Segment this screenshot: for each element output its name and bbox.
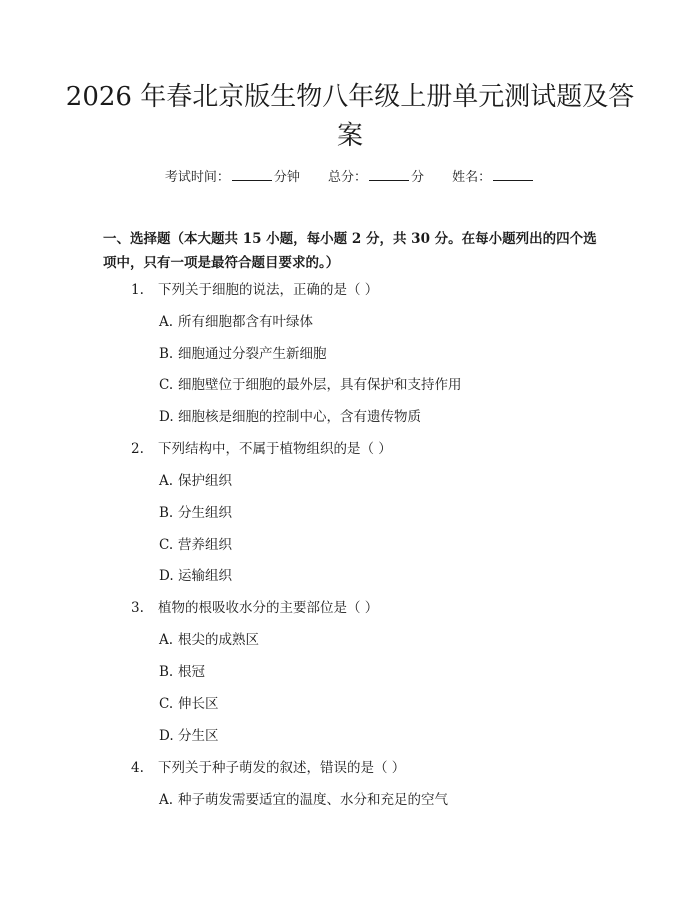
total-score-label: 总分： bbox=[327, 170, 367, 185]
option-text: 细胞壁位于细胞的最外层，具有保护和支持作用 bbox=[178, 377, 462, 393]
option-text: 所有细胞都含有叶绿体 bbox=[178, 314, 313, 330]
option-text: 细胞核是细胞的控制中心，含有遗传物质 bbox=[178, 409, 421, 425]
question-text: 下列结构中，不属于植物组织的是（ ） bbox=[158, 441, 392, 457]
option-1a bbox=[159, 312, 313, 332]
question-3 bbox=[131, 598, 378, 618]
option-letter: B. bbox=[159, 346, 174, 362]
option-letter: A. bbox=[159, 632, 174, 648]
page-title: 2026 年春北京版生物八年级上册单元测试题及答案 bbox=[65, 82, 635, 151]
option-text: 种子萌发需要适宜的温度、水分和充足的空气 bbox=[178, 792, 448, 808]
option-2a bbox=[159, 471, 232, 491]
option-1d bbox=[159, 407, 421, 427]
option-text: 伸长区 bbox=[178, 696, 219, 712]
option-letter: B. bbox=[159, 664, 174, 680]
question-number: 2. bbox=[131, 441, 144, 457]
option-1b bbox=[159, 344, 327, 364]
exam-time-unit: 分钟 bbox=[273, 170, 300, 185]
option-3a bbox=[159, 630, 259, 650]
option-text: 根尖的成熟区 bbox=[178, 632, 259, 648]
option-2b bbox=[159, 503, 232, 523]
option-text: 根冠 bbox=[178, 664, 205, 680]
option-2c bbox=[159, 535, 232, 555]
total-score-unit: 分 bbox=[411, 170, 425, 185]
option-text: 分生组织 bbox=[178, 505, 232, 521]
student-name-blank bbox=[493, 168, 533, 181]
option-text: 细胞通过分裂产生新细胞 bbox=[178, 346, 327, 362]
option-text: 运输组织 bbox=[178, 568, 232, 584]
question-text: 植物的根吸收水分的主要部位是（ ） bbox=[158, 600, 379, 616]
option-3c bbox=[159, 694, 219, 714]
option-3b bbox=[159, 662, 205, 682]
exam-time-label: 考试时间： bbox=[164, 170, 230, 185]
question-text: 下列关于种子萌发的叙述，错误的是（ ） bbox=[158, 760, 406, 776]
total-score-field bbox=[328, 170, 428, 185]
option-letter: A. bbox=[159, 792, 174, 808]
option-letter: A. bbox=[159, 473, 174, 489]
option-letter: D. bbox=[159, 728, 174, 744]
question-text: 下列关于细胞的说法，正确的是（ ） bbox=[158, 282, 379, 298]
option-letter: B. bbox=[159, 505, 174, 521]
option-letter: D. bbox=[159, 568, 174, 584]
option-1c bbox=[159, 375, 462, 395]
exam-time-field bbox=[165, 170, 304, 185]
total-score-blank bbox=[369, 168, 409, 181]
option-letter: C. bbox=[159, 377, 174, 393]
option-letter: C. bbox=[159, 696, 174, 712]
student-name-label: 姓名： bbox=[452, 170, 492, 185]
option-3d bbox=[159, 726, 219, 746]
option-letter: D. bbox=[159, 409, 174, 425]
option-2d bbox=[159, 566, 232, 586]
option-text: 保护组织 bbox=[178, 473, 232, 489]
student-name-field bbox=[452, 170, 535, 185]
section-heading: 一、选择题（本大题共 15 小题，每小题 2 分，共 30 分。在每小题列出的四个选项中，只有一项是最符合题目要求的。） bbox=[103, 231, 597, 271]
option-text: 营养组织 bbox=[178, 537, 232, 553]
question-number: 1. bbox=[131, 282, 144, 298]
option-letter: A. bbox=[159, 314, 174, 330]
question-number: 3. bbox=[131, 600, 144, 616]
question-number: 4. bbox=[131, 760, 144, 776]
exam-info-line bbox=[0, 168, 700, 188]
question-4 bbox=[131, 758, 405, 778]
option-letter: C. bbox=[159, 537, 174, 553]
question-2 bbox=[131, 439, 392, 459]
question-1 bbox=[131, 280, 378, 300]
option-text: 分生区 bbox=[178, 728, 219, 744]
exam-time-blank bbox=[232, 168, 272, 181]
option-4a bbox=[159, 790, 448, 810]
